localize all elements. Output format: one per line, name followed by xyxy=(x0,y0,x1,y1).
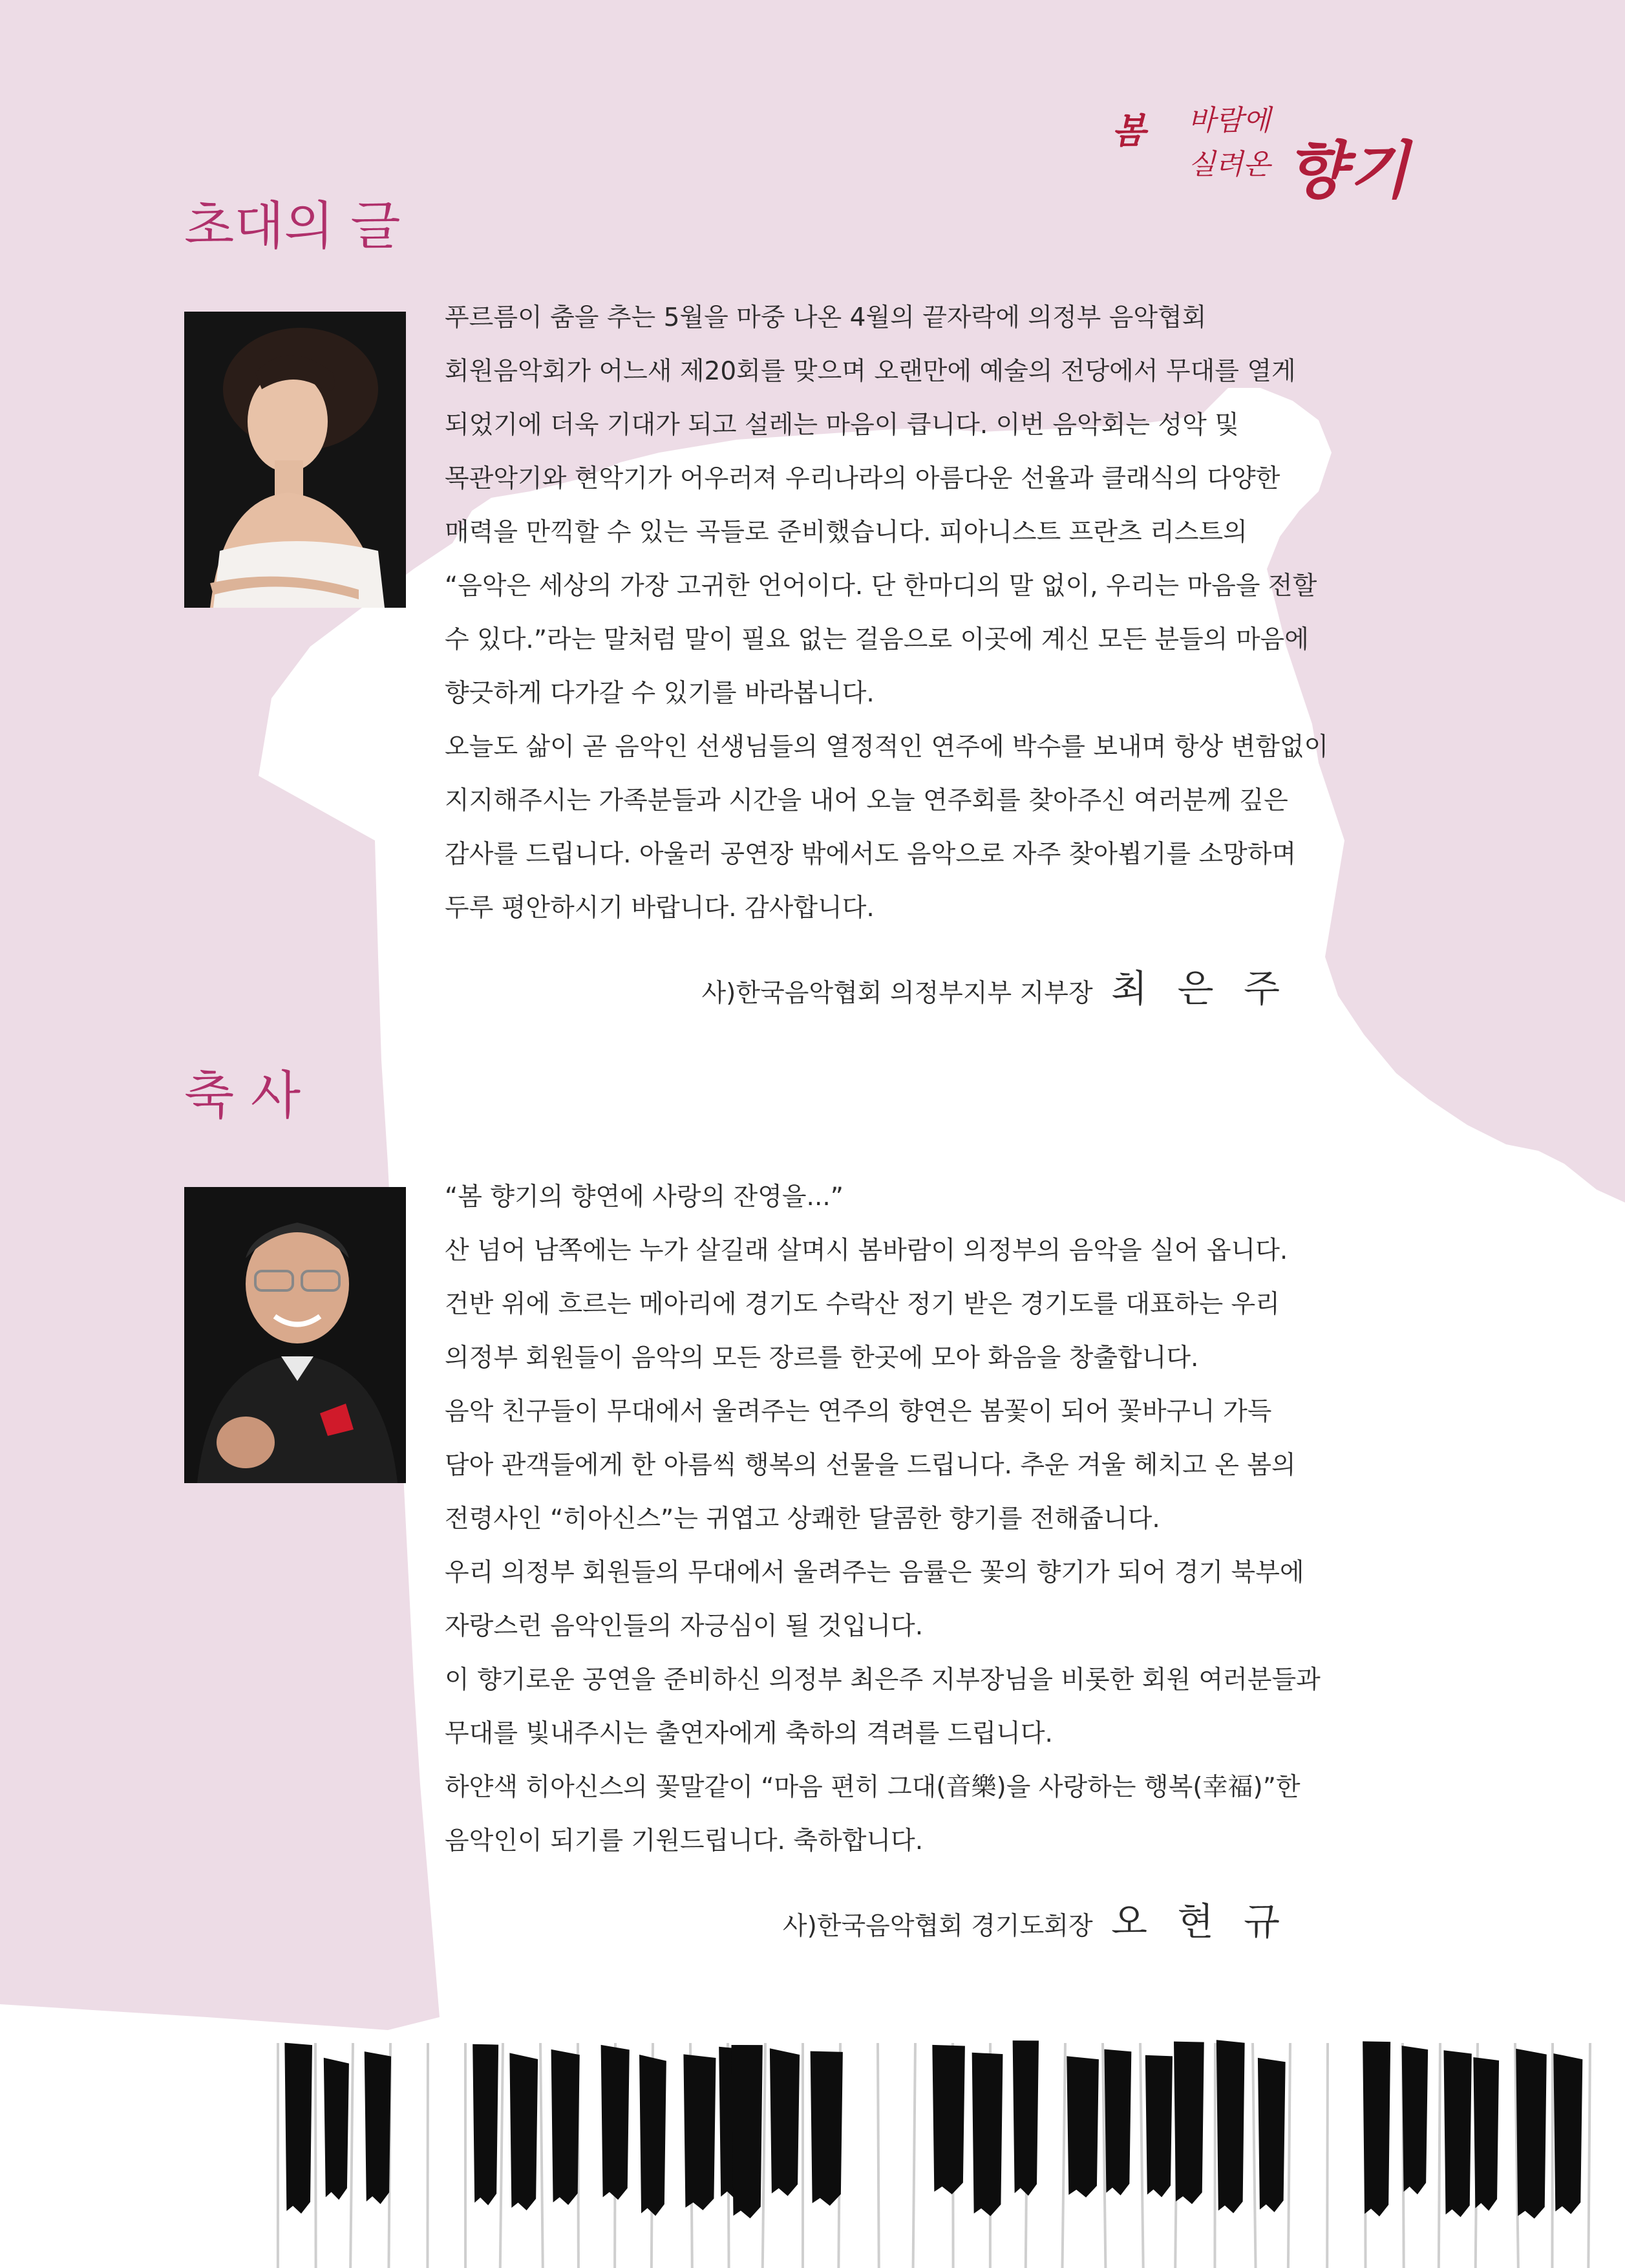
white-key-line xyxy=(1327,2043,1328,2268)
paragraph-line: 감사를 드립니다. 아울러 공연장 밖에서도 음악으로 자주 찾아뵙기를 소망하며 xyxy=(445,840,1297,869)
white-key-line xyxy=(1439,2043,1440,2268)
logo-text: 봄 xyxy=(1112,110,1146,151)
paragraph-line: 향긋하게 다가갈 수 있기를 바라봅니다. xyxy=(445,679,875,708)
paragraph-line: 무대를 빛내주시는 출연자에게 축하의 격려를 드립니다. xyxy=(445,1719,1053,1748)
black-key xyxy=(1013,2040,1039,2196)
black-key xyxy=(324,2058,349,2200)
black-key xyxy=(972,2053,1003,2216)
paragraph-line: 매력을 만끽할 수 있는 곡들로 준비했습니다. 피아니스트 프란츠 리스트의 xyxy=(445,518,1248,547)
signature-name: 최 은 주 xyxy=(1111,967,1289,1011)
black-key xyxy=(365,2051,391,2204)
paragraph-line: 의정부 회원들이 음악의 모든 장르를 한곳에 모아 화음을 창출합니다. xyxy=(445,1343,1199,1373)
portrait-photo-woman xyxy=(184,312,406,608)
white-key-line xyxy=(913,2043,915,2268)
paragraph-line: 오늘도 삶이 곧 음악인 선생님들의 열정적인 연주에 박수를 보내며 항상 변함없이 xyxy=(445,733,1329,762)
paragraph-line: 음악 친구들이 무대에서 울려주는 연주의 향연은 봄꽃이 되어 꽃바구니 가득 xyxy=(445,1397,1272,1426)
black-key xyxy=(1067,2056,1099,2198)
white-key-line xyxy=(350,2043,353,2268)
white-key-line xyxy=(1588,2043,1590,2268)
white-key-line xyxy=(500,2043,503,2268)
piano-keys-decoration xyxy=(0,2037,1625,2268)
black-key xyxy=(1402,2046,1429,2194)
paragraph-line: “봄 향기의 향연에 사랑의 잔영을...” xyxy=(445,1182,844,1212)
signature-role: 사)한국음악협회 의정부지부 지부장 xyxy=(701,979,1093,1008)
black-key xyxy=(639,2055,666,2216)
black-key xyxy=(1174,2042,1204,2205)
paragraph-line: 건반 위에 흐르는 메아리에 경기도 수락산 정기 받은 경기도를 대표하는 우리 xyxy=(445,1290,1280,1319)
black-key xyxy=(811,2051,843,2206)
white-key-line xyxy=(763,2043,765,2268)
white-key-line xyxy=(1552,2043,1553,2268)
invitation-body xyxy=(445,291,1375,935)
black-key xyxy=(284,2043,312,2214)
white-key-line xyxy=(315,2043,316,2268)
black-key xyxy=(683,2054,716,2210)
invitation-signature xyxy=(702,958,1290,1012)
logo-text: 향기 xyxy=(1286,134,1412,207)
paragraph-line: 지지해주시는 가족분들과 시간을 내어 오늘 연주회를 찾아주신 여러분께 깊은 xyxy=(445,786,1288,815)
logo-text: 실려온 xyxy=(1188,148,1271,181)
black-key xyxy=(1473,2057,1499,2211)
paragraph-line: 전령사인 “히아신스”는 귀엽고 상쾌한 달콤한 향기를 전해줍니다. xyxy=(445,1504,1160,1534)
white-key-line xyxy=(1288,2043,1290,2268)
black-key xyxy=(1104,2049,1131,2196)
signature-role: 사)한국음악협회 경기도회장 xyxy=(782,1912,1093,1941)
invitation-title: 초대의 글 xyxy=(184,196,401,256)
paragraph-line: 산 넘어 남쪽에는 누가 살길래 살며시 봄바람이 의정부의 음악을 실어 옵니다. xyxy=(445,1236,1288,1265)
paragraph-line: 우리 의정부 회원들의 무대에서 울려주는 음률은 꽃의 향기가 되어 경기 북부에 xyxy=(445,1558,1304,1587)
event-logo xyxy=(1112,97,1448,207)
paragraph-line: “음악은 세상의 가장 고귀한 언어이다. 단 한마디의 말 없이, 우리는 마음을 전할 xyxy=(445,572,1317,601)
black-key xyxy=(770,2048,800,2196)
paragraph-line: 푸르름이 춤을 추는 5월을 마중 나온 4월의 끝자락에 의정부 음악협회 xyxy=(445,303,1207,332)
paragraph-line: 되었기에 더욱 기대가 되고 설레는 마음이 큽니다. 이번 음악회는 성악 및 xyxy=(445,411,1239,440)
black-key xyxy=(601,2045,630,2200)
white-key-line xyxy=(1253,2043,1256,2268)
portrait-photo-man xyxy=(184,1187,406,1483)
black-key xyxy=(509,2053,538,2210)
white-key-line xyxy=(427,2043,428,2268)
paragraph-line: 자랑스런 음악인들의 자긍심이 될 것입니다. xyxy=(445,1612,924,1641)
white-key-line xyxy=(1140,2043,1143,2268)
paragraph-line: 이 향기로운 공연을 준비하신 의정부 최은주 지부장님을 비롯한 회원 여러분들과 xyxy=(445,1665,1321,1695)
black-key xyxy=(932,2045,965,2194)
congrats-signature xyxy=(783,1891,1289,1945)
black-key xyxy=(1363,2041,1390,2216)
signature-name: 오 현 규 xyxy=(1111,1899,1289,1943)
black-key xyxy=(731,2045,762,2218)
congrats-body xyxy=(445,1170,1375,1868)
white-key-line xyxy=(540,2043,543,2268)
black-key xyxy=(1516,2049,1546,2219)
black-key xyxy=(473,2044,498,2205)
paragraph-line: 음악인이 되기를 기원드립니다. 축하합니다. xyxy=(445,1826,924,1856)
black-key xyxy=(1145,2055,1173,2198)
congrats-title: 축 사 xyxy=(184,1065,301,1126)
white-key-line xyxy=(878,2043,879,2268)
paragraph-line: 목관악기와 현악기가 어우러져 우리나라의 아름다운 선율과 클래식의 다양한 xyxy=(445,464,1280,493)
paragraph-line: 하얀색 히아신스의 꽃말같이 “마음 편히 그대(音樂)을 사랑하는 행복(幸福)”한 xyxy=(445,1773,1301,1802)
black-key xyxy=(1444,2050,1472,2217)
logo-text: 바람에 xyxy=(1188,104,1271,137)
paragraph-line: 수 있다.”라는 말처럼 말이 필요 없는 걸음으로 이곳에 계신 모든 분들의 마음에 xyxy=(445,625,1309,654)
paragraph-line: 회원음악회가 어느새 제20회를 맞으며 오랜만에 예술의 전당에서 무대를 열게 xyxy=(445,357,1296,386)
black-key xyxy=(1553,2053,1582,2214)
white-key-line xyxy=(1063,2043,1065,2268)
paragraph-line: 두루 평안하시기 바랍니다. 감사합니다. xyxy=(445,893,875,923)
black-key xyxy=(1216,2040,1245,2213)
paragraph-line: 담아 관객들에게 한 아름씩 행복의 선물을 드립니다. 추운 겨울 헤치고 온 봄의 xyxy=(445,1451,1296,1480)
black-key xyxy=(1258,2058,1286,2212)
black-key xyxy=(551,2049,580,2205)
